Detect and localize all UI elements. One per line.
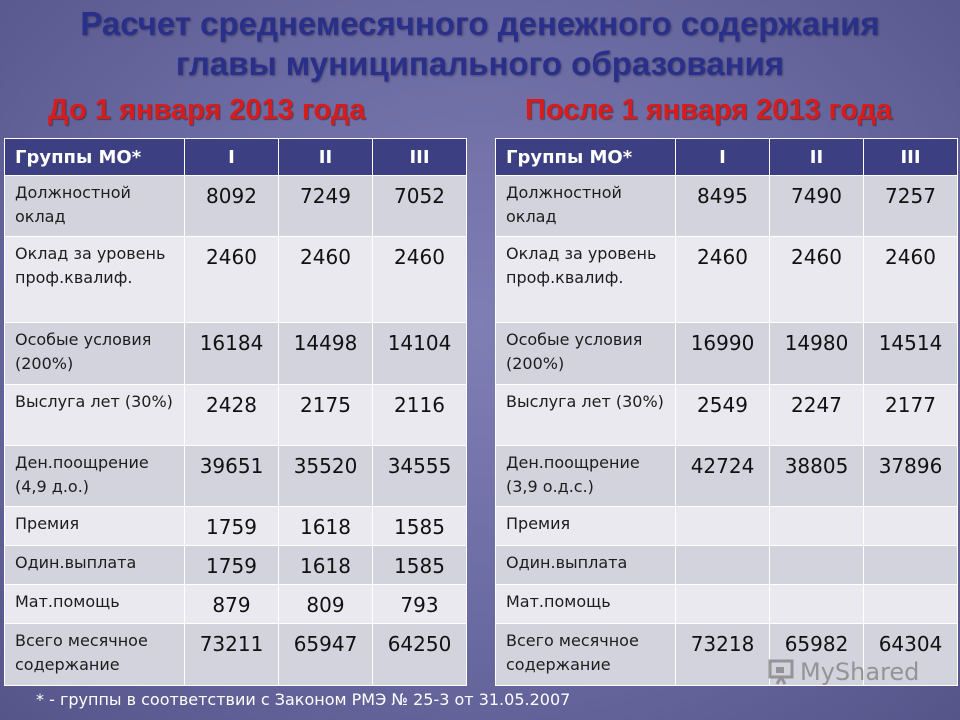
- table-row: [496, 446, 958, 507]
- cell-group-3: 7052: [373, 176, 467, 237]
- header-group-2: II: [279, 139, 373, 176]
- cell-group-2: [770, 507, 864, 546]
- cell-group-2: 14980: [770, 323, 864, 385]
- cell-group-3: [864, 507, 958, 546]
- cell-group-3: 1585: [373, 507, 467, 546]
- table-before-2013: [4, 138, 467, 686]
- title-line-1: Расчет среднемесячного денежного содержания: [80, 5, 880, 42]
- watermark: [768, 658, 919, 686]
- presentation-icon: [768, 659, 796, 685]
- cell-group-3: 64304: [864, 624, 958, 686]
- page-title: [0, 4, 960, 84]
- cell-group-1: 39651: [185, 446, 279, 507]
- table-row: [496, 323, 958, 385]
- cell-group-1: [676, 585, 770, 624]
- cell-group-1: 2460: [185, 237, 279, 323]
- cell-group-1: 1759: [185, 546, 279, 585]
- cell-group-1: 8495: [676, 176, 770, 237]
- cell-group-2: 38805: [770, 446, 864, 507]
- cell-group-1: 879: [185, 585, 279, 624]
- cell-group-3: 1585: [373, 546, 467, 585]
- cell-group-2: 1618: [279, 507, 373, 546]
- table-header-row: [496, 139, 958, 176]
- cell-group-1: [676, 546, 770, 585]
- row-label: Выслуга лет (30%): [496, 385, 676, 446]
- table-row: [5, 624, 467, 686]
- cell-group-2: 14498: [279, 323, 373, 385]
- footnote: * - группы в соответствии с Законом РМЭ № 25-3 от 31.05.2007: [36, 690, 571, 709]
- header-group-2: II: [770, 139, 864, 176]
- cell-group-3: 14104: [373, 323, 467, 385]
- cell-group-3: [864, 585, 958, 624]
- subtitle-after-2013: После 1 января 2013 года: [525, 94, 893, 126]
- header-group-3: III: [864, 139, 958, 176]
- cell-group-1: 42724: [676, 446, 770, 507]
- cell-group-2: 809: [279, 585, 373, 624]
- cell-group-1: 73218: [676, 624, 770, 686]
- table-row: [5, 385, 467, 446]
- table-header-row: [5, 139, 467, 176]
- cell-group-1: 73211: [185, 624, 279, 686]
- cell-group-1: 2460: [676, 237, 770, 323]
- cell-group-3: 64250: [373, 624, 467, 686]
- cell-group-2: 35520: [279, 446, 373, 507]
- cell-group-2: 1618: [279, 546, 373, 585]
- cell-group-3: 2460: [373, 237, 467, 323]
- table-row: [5, 446, 467, 507]
- cell-group-3: 2116: [373, 385, 467, 446]
- cell-group-1: [676, 507, 770, 546]
- cell-group-2: 2175: [279, 385, 373, 446]
- cell-group-3: 793: [373, 585, 467, 624]
- row-label: Ден.поощрение (3,9 о.д.с.): [496, 446, 676, 507]
- row-label: Один.выплата: [496, 546, 676, 585]
- cell-group-3: 2177: [864, 385, 958, 446]
- row-label: Должностной оклад: [5, 176, 185, 237]
- table-row: [496, 546, 958, 585]
- cell-group-3: [864, 546, 958, 585]
- cell-group-1: 8092: [185, 176, 279, 237]
- table-row: [496, 385, 958, 446]
- cell-group-2: 65982: [770, 624, 864, 686]
- cell-group-3: 14514: [864, 323, 958, 385]
- table-row: [496, 237, 958, 323]
- row-label: Особые условия (200%): [496, 323, 676, 385]
- table-row: [5, 176, 467, 237]
- row-label: Особые условия (200%): [5, 323, 185, 385]
- cell-group-2: 2460: [770, 237, 864, 323]
- subtitle-before-2013: До 1 января 2013 года: [48, 94, 366, 126]
- table-row: [5, 323, 467, 385]
- title-line-2: главы муниципального образования: [175, 45, 785, 82]
- cell-group-2: 2247: [770, 385, 864, 446]
- table-row: [496, 585, 958, 624]
- row-label: Оклад за уровень проф.квалиф.: [496, 237, 676, 323]
- cell-group-2: 7490: [770, 176, 864, 237]
- cell-group-1: 16990: [676, 323, 770, 385]
- header-group-1: I: [676, 139, 770, 176]
- header-groups: Группы МО*: [496, 139, 676, 176]
- row-label: Выслуга лет (30%): [5, 385, 185, 446]
- table-row: [496, 176, 958, 237]
- table-row: [5, 546, 467, 585]
- row-label: Премия: [496, 507, 676, 546]
- row-label: Всего месячное содержание: [496, 624, 676, 686]
- row-label: Один.выплата: [5, 546, 185, 585]
- table-after-2013: [495, 138, 958, 686]
- cell-group-2: 7249: [279, 176, 373, 237]
- cell-group-2: 2460: [279, 237, 373, 323]
- table-row: [496, 507, 958, 546]
- cell-group-1: 1759: [185, 507, 279, 546]
- row-label: Всего месячное содержание: [5, 624, 185, 686]
- cell-group-3: 37896: [864, 446, 958, 507]
- watermark-text: MyShared: [800, 658, 920, 686]
- header-group-1: I: [185, 139, 279, 176]
- row-label: Мат.помощь: [496, 585, 676, 624]
- cell-group-2: [770, 546, 864, 585]
- cell-group-3: 7257: [864, 176, 958, 237]
- row-label: Премия: [5, 507, 185, 546]
- row-label: Мат.помощь: [5, 585, 185, 624]
- cell-group-1: 2549: [676, 385, 770, 446]
- cell-group-1: 2428: [185, 385, 279, 446]
- cell-group-3: 2460: [864, 237, 958, 323]
- table-row: [5, 507, 467, 546]
- header-groups: Группы МО*: [5, 139, 185, 176]
- row-label: Должностной оклад: [496, 176, 676, 237]
- header-group-3: III: [373, 139, 467, 176]
- cell-group-3: 34555: [373, 446, 467, 507]
- cell-group-2: [770, 585, 864, 624]
- table-row: [5, 585, 467, 624]
- row-label: Ден.поощрение (4,9 д.о.): [5, 446, 185, 507]
- cell-group-2: 65947: [279, 624, 373, 686]
- row-label: Оклад за уровень проф.квалиф.: [5, 237, 185, 323]
- cell-group-1: 16184: [185, 323, 279, 385]
- table-row: [5, 237, 467, 323]
